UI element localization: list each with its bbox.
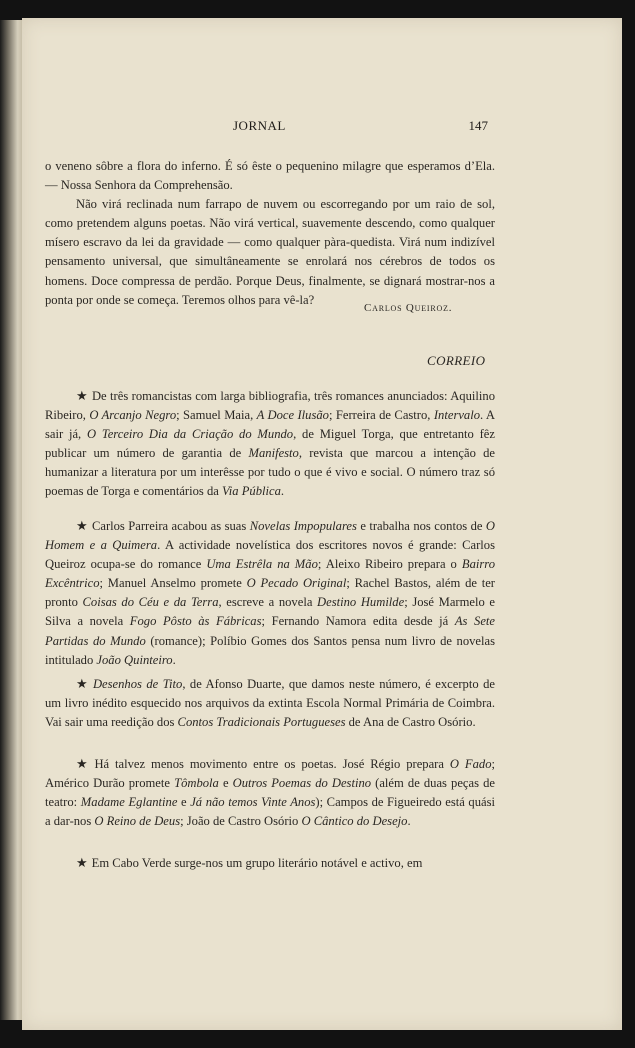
news-item-1-text [45,389,495,498]
star-icon: ★ [76,676,89,691]
star-icon: ★ [76,388,88,403]
news-item-2-text [45,519,495,667]
italic-title: O Reino de Deus [94,814,181,829]
italic-title: Outros Poemas do Destino [232,776,372,791]
intro-text [45,157,495,310]
text-run: ; Rachel Bastos, além de ter pronto [45,576,495,610]
text-run: e [218,776,233,791]
text-run: De três romancistas com larga bibliografia, três romances anunciados: Aquilino Ribeiro, [45,389,495,423]
text-run: e [177,795,191,810]
news-item-2 [45,516,495,670]
text-run: . A sair já, [45,408,495,442]
italic-title: O Terceiro Dia da Criação do Mundo [86,427,294,442]
text-run: ); Campos de Figueiredo está quási a dar-nos [45,795,495,829]
news-item-4-text [45,757,495,828]
journal-title: JORNAL [233,118,286,133]
italic-title: O Arcanjo Negro [89,408,177,423]
text-run: ; Manuel Anselmo promete [99,576,247,591]
text-run: . [280,484,285,499]
news-item-3 [45,674,495,732]
text-run: (além de duas peças de teatro: [45,776,495,810]
italic-title: Via Pública [222,484,281,499]
page-number: 147 [468,118,488,133]
italic-title: Desenhos de Tito [92,677,183,691]
text-run: Carlos Parreira acabou as suas [91,519,250,533]
news-item-5-text [92,856,423,870]
text-run: ; Ferreira de Castro, [328,408,434,423]
previous-page-edge [0,20,22,1020]
star-icon: ★ [76,756,91,771]
text-run: ; Samuel Maia, [176,408,257,423]
text-run: . A actividade novelística dos escritores novos é grande: Carlos Queiroz ocupa-se do romance [45,538,496,572]
italic-title: O Homem e a Quimera [45,519,495,553]
text-run: o veneno sôbre a flora do inferno. É só êste o pequenino milagre que esperamos d’Ela. — Nossa Senhora da Comprehensão. [45,159,495,193]
text-run: (romance); Políbio Gomes dos Santos pensa num livro de novelas intitulado [45,633,495,667]
news-item-4 [45,754,495,831]
author-signature: Carlos Queiroz. [364,302,453,314]
italic-title: Manifesto [248,446,299,461]
news-item-1 [45,386,495,502]
italic-title: O Pecado Original [246,576,347,591]
italic-title: O Cântico do Desejo [301,814,408,829]
text-run: de Ana de Castro Osório. [345,715,476,730]
text-run: ; Fernando Namora edita desde já [261,614,455,629]
running-header [233,118,488,134]
italic-title: Fogo Pôsto às Fábricas [129,614,262,629]
text-run: ; José Marmelo e Silva a novela [45,595,495,629]
text-run: Em Cabo Verde surge-nos um grupo literário notável e activo, em [91,856,423,870]
italic-title: Coisas do Céu e da Terra [82,595,219,610]
italic-title: Intervalo [433,408,481,423]
text-run: , revista que marcou a intenção de humanizar a literatura por um interêsse por tudo o que é vivo e social. O número traz só poemas de Torga e comentários da [45,446,495,499]
text-run: . [172,652,176,667]
italic-title: As Sete Partidas do Mundo [45,614,495,648]
text-run: , de Afonso Duarte, que damos neste número, é excerpto de um livro inédito esquecido nos arquivos da extinta Escola Normal Primária de Coimbra. Vai sair uma reedição dos [45,677,495,730]
section-title: CORREIO [427,353,486,368]
intro-paragraph-2 [45,195,495,310]
italic-title: Madame Eglantine [80,795,178,810]
italic-title: A Doce Ilusão [256,408,329,423]
italic-title: Bairro Excêntrico [45,557,495,591]
text-run: e trabalha nos contos de [356,519,486,533]
intro-paragraph-1 [45,157,495,195]
text-run: Não virá reclinada num farrapo de nuvem ou escorregando por um raio de sol, como pretendem alguns poetas. Não virá vertical, suavemente descendo, como qualquer mísero escravo da lei da gravidade — como qualquer pàra-quedista. Virá num indizível pensamento universal, que simultâneamente se enrolará nos cérebros de todos os homens. Doce compressa de perdão. Porque Deus, finalmente, se dignará mostrar-nos a ponta por onde se começa. Teremos olhos para vê-la? [45,197,495,307]
italic-title: Tômbola [174,776,219,791]
text-run: , de Miguel Torga, que entretanto fêz publicar um número de garantia de [45,427,495,461]
italic-title: Novelas Impopulares [249,519,357,533]
star-icon: ★ [76,518,88,533]
italic-title: O Fado [449,757,492,771]
text-run: ; Aleixo Ribeiro prepara o [317,557,462,572]
star-icon: ★ [76,855,88,870]
news-item-3-text [45,677,495,729]
text-run: . [407,814,411,829]
italic-title: Já não temos Vinte Anos [190,795,316,810]
text-run: , escreve a novela [218,595,318,610]
italic-title: Uma Estrêla na Mão [206,557,318,572]
text-run: ; João de Castro Osório [180,814,302,829]
italic-title: Destino Humilde [317,595,405,610]
text-run: ; Américo Durão promete [45,757,495,791]
text-run: Há talvez menos movimento entre os poetas. José Régio prepara [94,757,450,771]
italic-title: João Quinteiro [96,652,173,667]
news-item-5 [45,853,495,873]
italic-title: Contos Tradicionais Portugueses [177,715,346,730]
